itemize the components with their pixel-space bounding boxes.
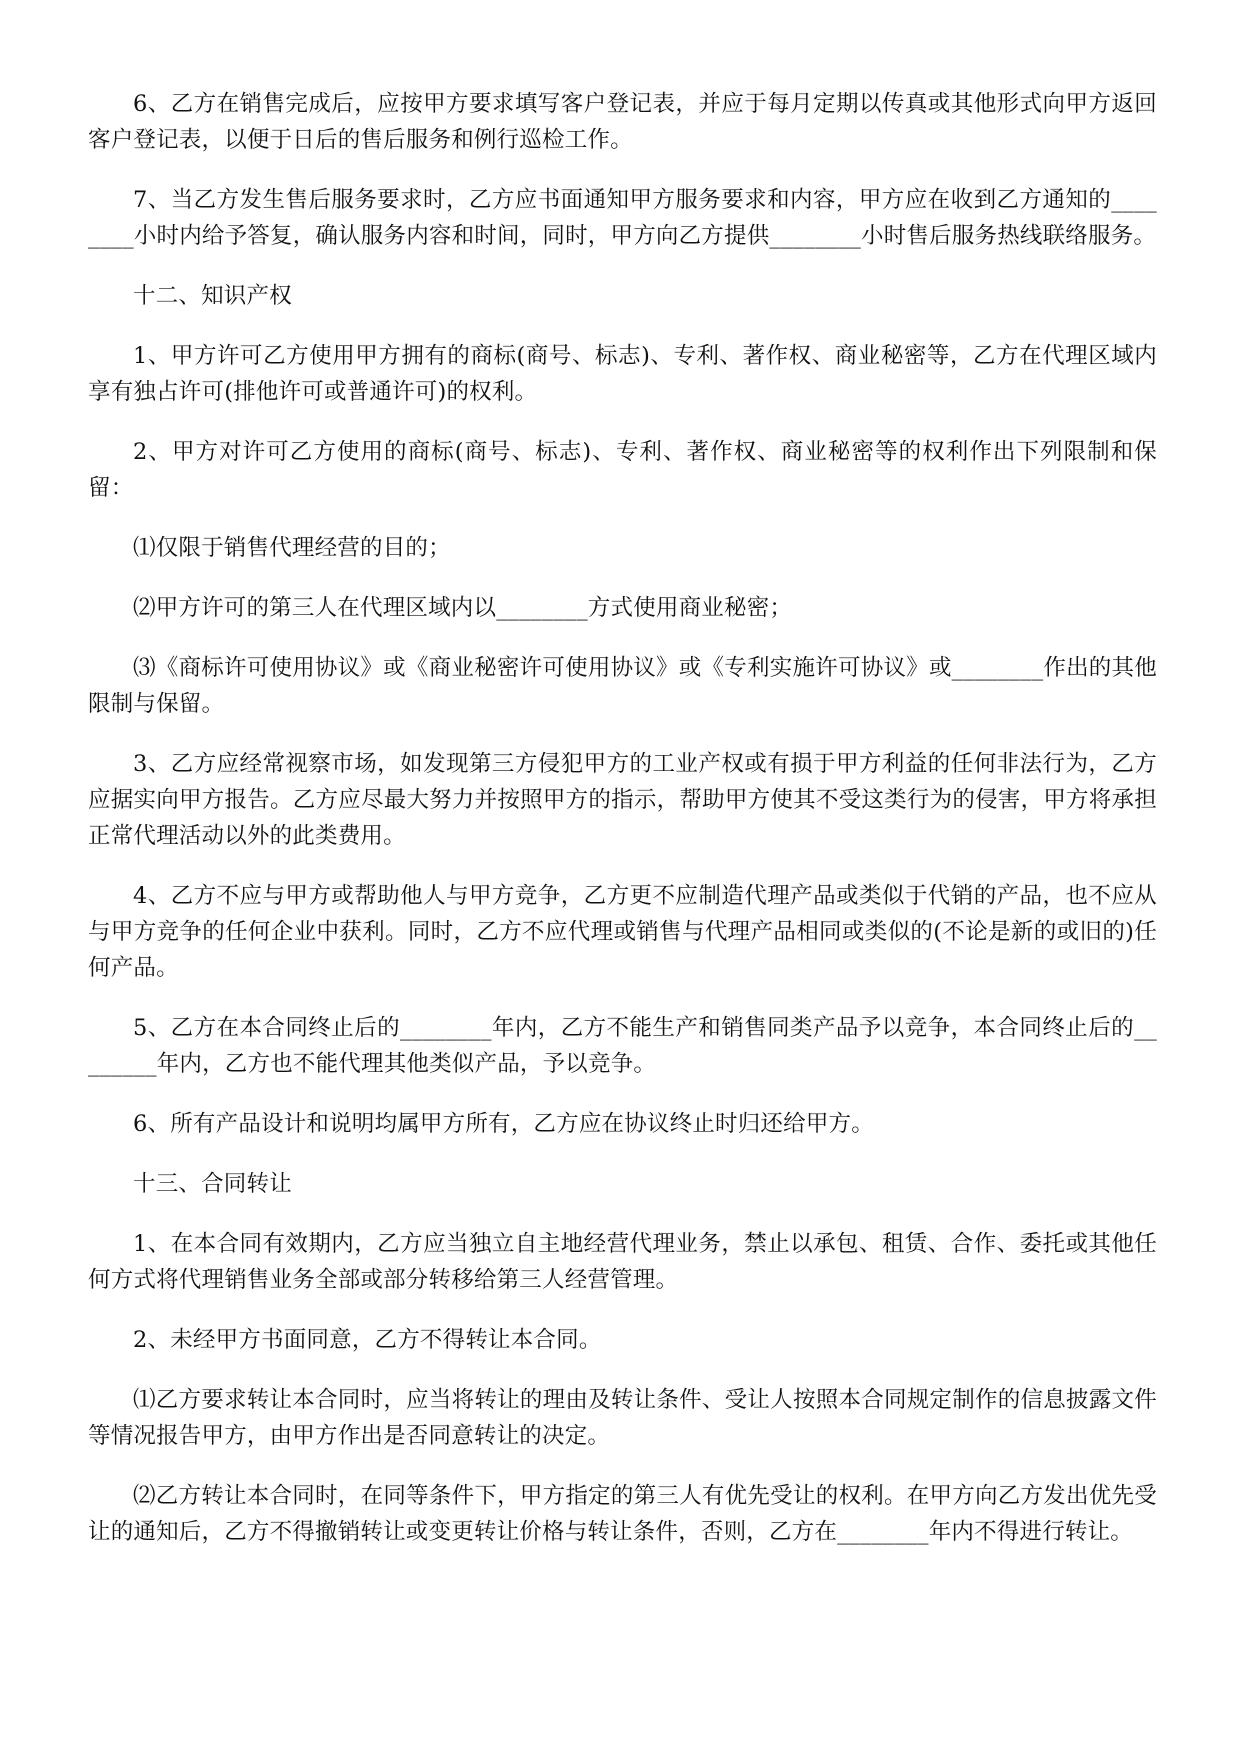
paragraph-ip-2-item-2: ⑵甲方许可的第三人在代理区域内以________方式使用商业秘密；	[133, 595, 793, 621]
paragraph-ip-2-item-3: ⑶《商标许可使用协议》或《商业秘密许可使用协议》或《专利实施许可协议》或________作出的其他限制与保留。	[88, 655, 1157, 717]
paragraph-transfer-2-item-2: ⑵乙方转让本合同时，在同等条件下，甲方指定的第三人有优先受让的权利。在甲方向乙方发出优先受让的通知后，乙方不得撤销转让或变更转让价格与转让条件，否则，乙方在________年内不得进行转让。	[88, 1483, 1157, 1545]
paragraph-transfer-1-independent-operation: 1、在本合同有效期内，乙方应当独立自主地经营代理业务，禁止以承包、租赁、合作、委托或其他任何方式将代理销售业务全部或部分转移给第三人经营管理。	[88, 1231, 1157, 1293]
paragraph-7-after-sales-service: 7、当乙方发生售后服务要求时，乙方应书面通知甲方服务要求和内容，甲方应在收到乙方通知的________小时内给予答复，确认服务内容和时间，同时，甲方向乙方提供________小时售后服务热线联络服务。	[88, 187, 1157, 249]
paragraph-ip-1-license: 1、甲方许可乙方使用甲方拥有的商标(商号、标志)、专利、著作权、商业秘密等，乙方在代理区域内享有独占许可(排他许可或普通许可)的权利。	[88, 343, 1157, 405]
paragraph-ip-6-product-design: 6、所有产品设计和说明均属甲方所有，乙方应在协议终止时归还给甲方。	[133, 1111, 874, 1137]
paragraph-transfer-2-item-1: ⑴乙方要求转让本合同时，应当将转让的理由及转让条件、受让人按照本合同规定制作的信息披露文件等情况报告甲方，由甲方作出是否同意转让的决定。	[88, 1387, 1157, 1449]
section-heading-contract-transfer: 十三、合同转让	[133, 1171, 292, 1197]
section-heading-intellectual-property: 十二、知识产权	[133, 283, 292, 309]
paragraph-ip-5-post-termination: 5、乙方在本合同终止后的________年内，乙方不能生产和销售同类产品予以竞争，本合同终止后的________年内，乙方也不能代理其他类似产品，予以竞争。	[88, 1015, 1157, 1077]
paragraph-ip-3-market-inspection: 3、乙方应经常视察市场，如发现第三方侵犯甲方的工业产权或有损于甲方利益的任何非法行为，乙方应据实向甲方报告。乙方应尽最大努力并按照甲方的指示，帮助甲方使其不受这类行为的侵害，甲方将承担正常代理活动以外的此类费用。	[88, 751, 1157, 849]
paragraph-6-customer-registration: 6、乙方在销售完成后，应按甲方要求填写客户登记表，并应于每月定期以传真或其他形式向甲方返回客户登记表，以便于日后的售后服务和例行巡检工作。	[88, 91, 1157, 153]
paragraph-ip-4-non-compete: 4、乙方不应与甲方或帮助他人与甲方竞争，乙方更不应制造代理产品或类似于代销的产品，也不应从与甲方竞争的任何企业中获利。同时，乙方不应代理或销售与代理产品相同或类似的(不论是新的或旧的)任何产品。	[88, 883, 1157, 981]
paragraph-ip-2-restrictions: 2、甲方对许可乙方使用的商标(商号、标志)、专利、著作权、商业秘密等的权利作出下列限制和保留：	[88, 439, 1157, 501]
paragraph-ip-2-item-1: ⑴仅限于销售代理经营的目的；	[133, 535, 451, 561]
paragraph-transfer-2-consent: 2、未经甲方书面同意，乙方不得转让本合同。	[133, 1327, 602, 1353]
